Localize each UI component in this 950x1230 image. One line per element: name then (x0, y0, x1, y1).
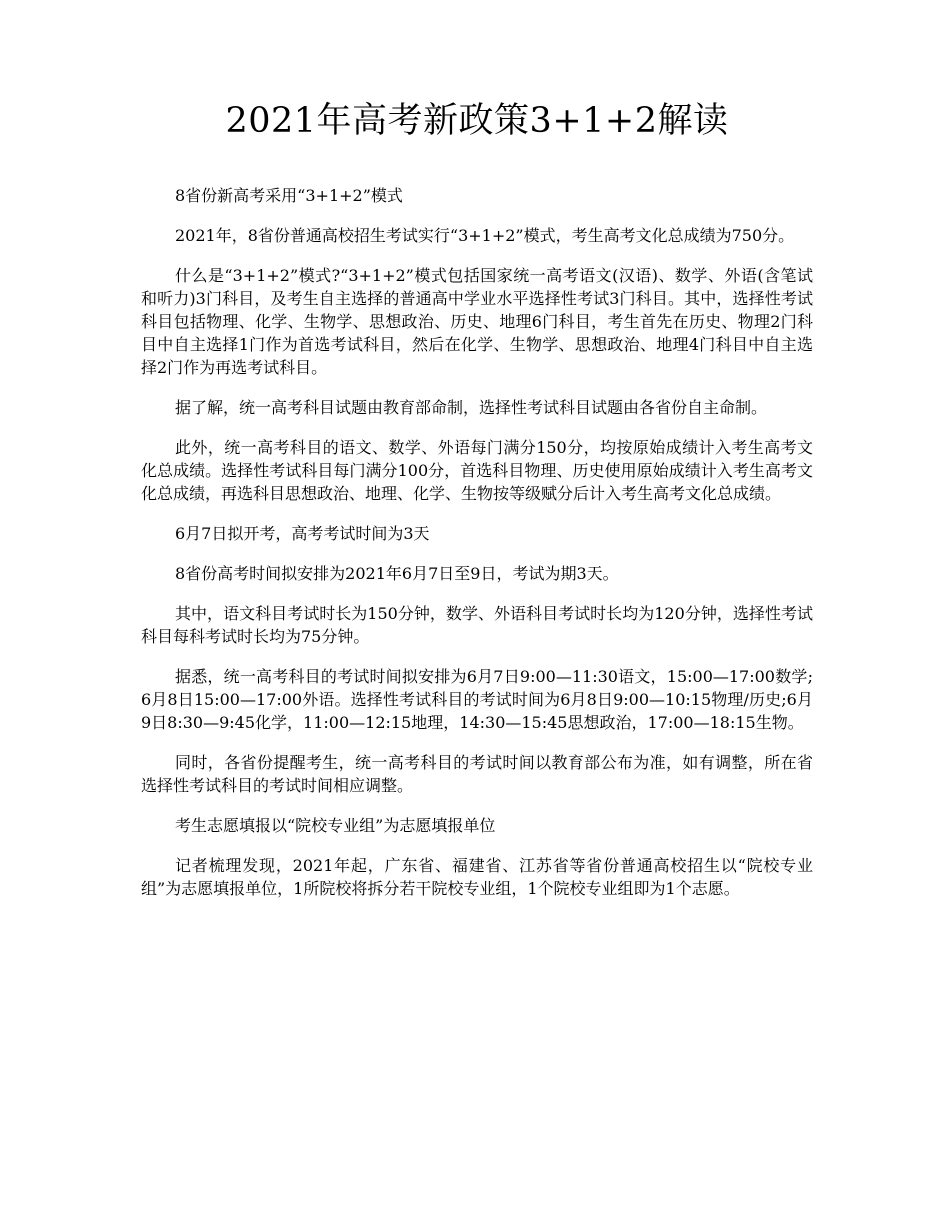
paragraph-section-heading-application: 考生志愿填报以“院校专业组”为志愿填报单位 (175, 816, 496, 835)
document-title: 2021年高考新政策3+1+2解读 (225, 101, 729, 141)
paragraph-section-heading-model: 8省份新高考采用“3+1+2”模式 (175, 186, 403, 205)
document-body (141, 184, 813, 917)
paragraph-time-adjustment: 同时，各省份提醒考生，统一高考科目的考试时间以教育部公布为准，如有调整，所在省选择性考试科目的考试时间相应调整。 (141, 753, 813, 795)
paragraph-score-rules: 此外，统一高考科目的语文、数学、外语每门满分150分，均按原始成绩计入考生高考文化总成绩。选择性考试科目每门满分100分，首选科目物理、历史使用原始成绩计入考生高考文化总成绩，再选科目思想政治、地理、化学、生物按等级赋分后计入考生高考文化总成绩。 (141, 438, 813, 503)
paragraph-section-heading-schedule: 6月7日拟开考，高考考试时间为3天 (175, 524, 430, 543)
paragraph-model-explanation: 什么是“3+1+2”模式?“3+1+2”模式包括国家统一高考语文(汉语)、数学、外语(含笔试和听力)3门科目，及考生自主选择的普通高中学业水平选择性考试3门科目。其中，选择性考试科目包括物理、化学、生物学、思想政治、历史、地理6门科目，考生首先在历史、物理2门科目中自主选择1门作为首选考试科目，然后在化学、生物学、思想政治、地理4门科目中自主选择2门作为再选考试科目。 (141, 266, 813, 377)
paragraph-exam-timetable: 据悉，统一高考科目的考试时间拟安排为6月7日9:00—11:30语文，15:00—17:00数学;6月8日15:00—17:00外语。选择性考试科目的考试时间为6月8日9:00—10:15物理/历史;6月9日8:30—9:45化学，11:00—12:15地理，14:30—15:45思想政治，17:00—18:15生物。 (141, 667, 813, 732)
paragraph-application-unit: 记者梳理发现，2021年起，广东省、福建省、江苏省等省份普通高校招生以“院校专业组”为志愿填报单位，1所院校将拆分若干院校专业组，1个院校专业组即为1个志愿。 (141, 856, 813, 898)
paragraph-exam-durations: 其中，语文科目考试时长为150分钟，数学、外语科目考试时长均为120分钟，选择性考试科目每科考试时长均为75分钟。 (141, 604, 813, 646)
paragraph-total-score: 2021年，8省份普通高校招生考试实行“3+1+2”模式，考生高考文化总成绩为750分。 (175, 226, 795, 245)
paragraph-exam-setting: 据了解，统一高考科目试题由教育部命制，选择性考试科目试题由各省份自主命制。 (175, 398, 768, 417)
paragraph-exam-dates: 8省份高考时间拟安排为2021年6月7日至9日，考试为期3天。 (175, 564, 619, 583)
